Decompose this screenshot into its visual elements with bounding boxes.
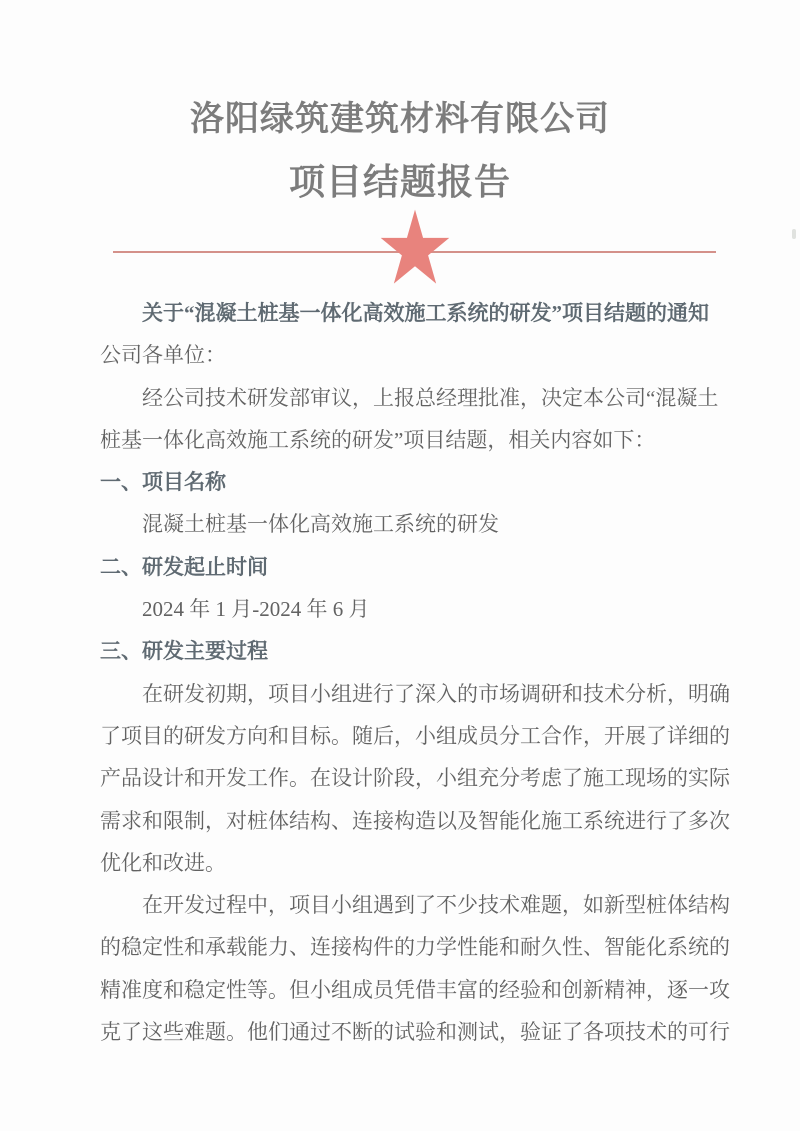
text-line: 桩基一体化高效施工系统的研发”项目结题，相关内容如下： xyxy=(100,427,656,452)
text-line: 克了这些难题。他们通过不断的试验和测试，验证了各项技术的可行 xyxy=(100,1020,730,1045)
text-line: 经公司技术研发部审议，上报总经理批准，决定本公司“混凝土 xyxy=(142,385,719,410)
text-line: 三、研发主要过程 xyxy=(100,639,268,664)
text-line: 的稳定性和承载能力、连接构件的力学性能和耐久性、智能化系统的 xyxy=(100,935,730,960)
company-name-title: 洛阳绿筑建筑材料有限公司 xyxy=(190,101,610,138)
text-line: 2024 年 1 月-2024 年 6 月 xyxy=(142,597,370,622)
scan-speck xyxy=(792,229,796,239)
text-line: 二、研发起止时间 xyxy=(100,554,268,579)
text-line: 需求和限制，对桩体结构、连接构造以及智能化施工系统进行了多次 xyxy=(100,808,730,833)
text-line: 公司各单位： xyxy=(100,343,226,368)
text-line: 产品设计和开发工作。在设计阶段，小组充分考虑了施工现场的实际 xyxy=(100,766,730,791)
text-line: 精准度和稳定性等。但小组成员凭借丰富的经验和创新精神，逐一攻 xyxy=(100,977,730,1002)
text-line: 一、项目名称 xyxy=(100,470,226,495)
star-icon xyxy=(379,208,451,290)
text-line: 在研发初期，项目小组进行了深入的市场调研和技术分析，明确 xyxy=(142,681,730,706)
text-line: 在开发过程中，项目小组遇到了不少技术难题，如新型桩体结构 xyxy=(142,893,730,918)
text-line: 关于“混凝土桩基一体化高效施工系统的研发”项目结题的通知 xyxy=(142,301,709,325)
text-line: 了项目的研发方向和目标。随后，小组成员分工合作，开展了详细的 xyxy=(100,723,730,748)
document-body xyxy=(100,292,740,1053)
text-line: 优化和改进。 xyxy=(100,850,226,875)
report-title: 项目结题报告 xyxy=(288,162,511,202)
text-line: 混凝土桩基一体化高效施工系统的研发 xyxy=(142,512,499,537)
star-shape xyxy=(381,210,450,284)
